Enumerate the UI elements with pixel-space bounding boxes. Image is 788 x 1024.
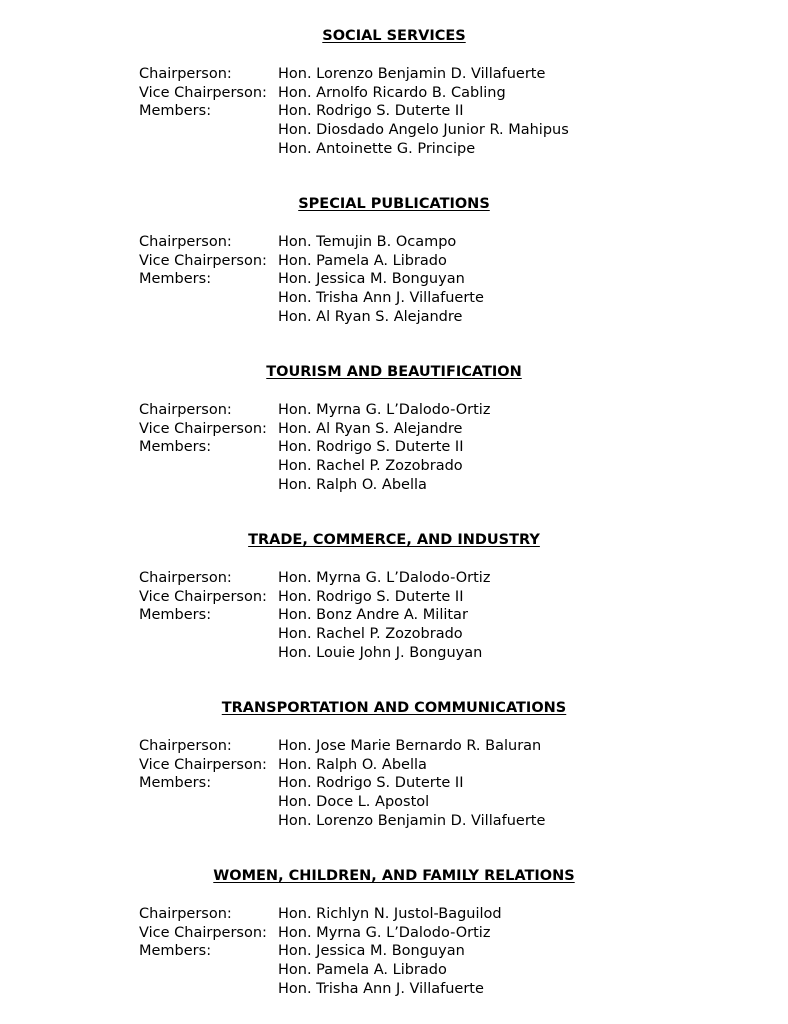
committee-title: TRANSPORTATION AND COMMUNICATIONS — [221, 700, 567, 716]
member-row — [0, 942, 788, 961]
role-label: Members: — [139, 607, 212, 624]
role-label: Chairperson: — [139, 570, 232, 586]
member-row — [0, 625, 788, 644]
role-label: Members: — [139, 775, 212, 792]
member-name: Hon. Doce L. Apostol — [278, 794, 430, 811]
committee-title: TOURISM AND BEAUTIFICATION — [266, 364, 522, 380]
member-name: Hon. Rodrigo S. Duterte II — [278, 588, 464, 605]
member-row — [0, 102, 788, 121]
member-name: Hon. Trisha Ann J. Villafuerte — [278, 980, 484, 997]
member-row — [0, 476, 788, 495]
committee-title: SOCIAL SERVICES — [322, 28, 466, 44]
committee-members — [0, 401, 788, 494]
member-row — [0, 308, 788, 327]
member-row — [0, 756, 788, 775]
committee-title: WOMEN, CHILDREN, AND FAMILY RELATIONS — [213, 868, 575, 884]
member-name: Hon. Pamela A. Librado — [278, 962, 447, 979]
role-label: Vice Chairperson: — [139, 420, 267, 437]
member-name: Hon. Lorenzo Benjamin D. Villafuerte — [278, 812, 546, 829]
member-name: Hon. Temujin B. Ocampo — [278, 234, 457, 250]
member-row — [0, 270, 788, 289]
member-name: Hon. Jessica M. Bonguyan — [278, 943, 465, 960]
member-row — [0, 65, 788, 84]
member-row — [0, 980, 788, 999]
role-label: Members: — [139, 103, 212, 120]
member-name: Hon. Rachel P. Zozobrado — [278, 458, 463, 475]
member-name: Hon. Jessica M. Bonguyan — [278, 271, 465, 288]
member-name: Hon. Myrna G. L’Dalodo-Ortiz — [278, 570, 491, 586]
member-row — [0, 289, 788, 308]
member-row — [0, 905, 788, 924]
member-name: Hon. Ralph O. Abella — [278, 756, 427, 773]
member-row — [0, 420, 788, 439]
role-label: Chairperson: — [139, 234, 232, 250]
member-row — [0, 644, 788, 663]
role-label: Chairperson: — [139, 906, 232, 922]
member-row — [0, 737, 788, 756]
role-label: Vice Chairperson: — [139, 252, 267, 269]
member-name: Hon. Ralph O. Abella — [278, 476, 427, 493]
member-row — [0, 924, 788, 943]
role-label: Chairperson: — [139, 66, 232, 82]
member-row — [0, 140, 788, 159]
member-name: Hon. Louie John J. Bonguyan — [278, 644, 483, 661]
member-row — [0, 588, 788, 607]
role-label: Chairperson: — [139, 402, 232, 418]
committee-title: TRADE, COMMERCE, AND INDUSTRY — [248, 532, 540, 548]
member-name: Hon. Jose Marie Bernardo R. Baluran — [278, 738, 542, 754]
role-label: Vice Chairperson: — [139, 588, 267, 605]
role-label: Members: — [139, 943, 212, 960]
member-row — [0, 774, 788, 793]
member-row — [0, 569, 788, 588]
member-name: Hon. Rachel P. Zozobrado — [278, 626, 463, 643]
committee-members — [0, 65, 788, 158]
member-row — [0, 252, 788, 271]
member-row — [0, 606, 788, 625]
member-row — [0, 233, 788, 252]
member-name: Hon. Al Ryan S. Alejandre — [278, 420, 463, 437]
member-name: Hon. Arnolfo Ricardo B. Cabling — [278, 84, 506, 101]
role-label: Vice Chairperson: — [139, 924, 267, 941]
committee-members — [0, 905, 788, 998]
member-name: Hon. Myrna G. L’Dalodo-Ortiz — [278, 402, 491, 418]
committee-members — [0, 737, 788, 830]
member-name: Hon. Al Ryan S. Alejandre — [278, 308, 463, 325]
member-row — [0, 961, 788, 980]
member-row — [0, 84, 788, 103]
role-label: Chairperson: — [139, 738, 232, 754]
member-name: Hon. Lorenzo Benjamin D. Villafuerte — [278, 66, 546, 82]
member-name: Hon. Bonz Andre A. Militar — [278, 607, 468, 624]
member-row — [0, 457, 788, 476]
role-label: Members: — [139, 271, 212, 288]
member-name: Hon. Rodrigo S. Duterte II — [278, 103, 464, 120]
committee-members — [0, 233, 788, 326]
role-label: Members: — [139, 439, 212, 456]
member-name: Hon. Antoinette G. Principe — [278, 140, 476, 157]
committee-members — [0, 569, 788, 662]
member-row — [0, 438, 788, 457]
member-name: Hon. Rodrigo S. Duterte II — [278, 439, 464, 456]
member-name: Hon. Richlyn N. Justol-Baguilod — [278, 906, 502, 922]
member-name: Hon. Diosdado Angelo Junior R. Mahipus — [278, 122, 569, 139]
role-label: Vice Chairperson: — [139, 84, 267, 101]
member-name: Hon. Rodrigo S. Duterte II — [278, 775, 464, 792]
member-name: Hon. Pamela A. Librado — [278, 252, 447, 269]
member-name: Hon. Trisha Ann J. Villafuerte — [278, 290, 484, 307]
member-name: Hon. Myrna G. L’Dalodo-Ortiz — [278, 924, 491, 941]
committee-title: SPECIAL PUBLICATIONS — [298, 196, 490, 212]
member-row — [0, 812, 788, 831]
role-label: Vice Chairperson: — [139, 756, 267, 773]
member-row — [0, 401, 788, 420]
member-row — [0, 121, 788, 140]
member-row — [0, 793, 788, 812]
